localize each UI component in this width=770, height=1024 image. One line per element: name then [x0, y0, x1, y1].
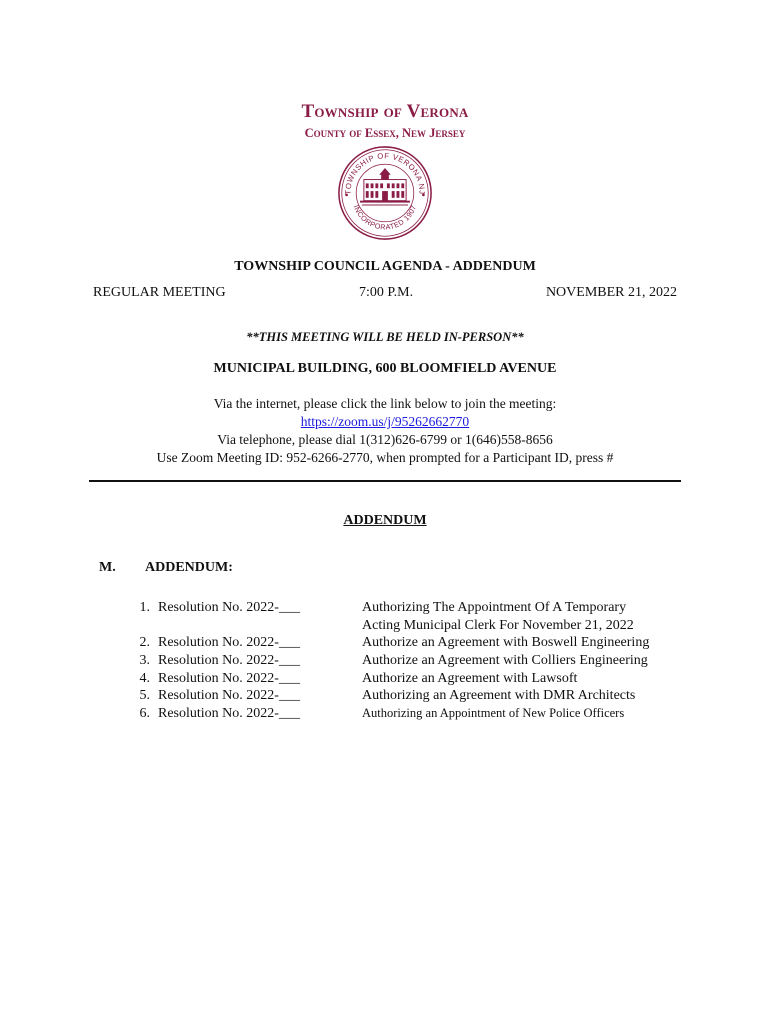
meeting-id-instructions: Use Zoom Meeting ID: 952-6266-2770, when prompted for a Participant ID, press #: [156, 450, 614, 465]
meeting-meta-row: [93, 285, 677, 303]
meeting-location: MUNICIPAL BUILDING, 600 BLOOMFIELD AVENUE: [213, 361, 557, 376]
internet-instructions: Via the internet, please click the link below to join the meeting:: [213, 396, 557, 411]
item-resolution: Resolution No. 2022-___: [158, 600, 300, 615]
item-description: Authorize an Agreement with Lawsoft: [362, 671, 578, 686]
meeting-date: NOVEMBER 21, 2022: [545, 285, 677, 300]
agenda-title: TOWNSHIP COUNCIL AGENDA - ADDENDUM: [234, 259, 536, 274]
item-resolution: Resolution No. 2022-___: [158, 635, 300, 650]
telephone-instructions: Via telephone, please dial 1(312)626-6799 or 1(646)558-8656: [217, 432, 553, 447]
item-number: 5.: [139, 688, 150, 703]
item-number: 4.: [139, 671, 150, 686]
item-resolution: Resolution No. 2022-___: [158, 653, 300, 668]
list-item: [0, 653, 770, 671]
list-item: [0, 671, 770, 689]
svg-text:TOWNSHIP OF VERONA NJ: TOWNSHIP OF VERONA NJ: [343, 151, 427, 195]
list-item: [0, 600, 770, 618]
item-number: 3.: [139, 653, 150, 668]
item-number: 1.: [139, 600, 150, 615]
section-divider: [89, 480, 681, 482]
township-seal-icon: [337, 145, 433, 241]
item-resolution: Resolution No. 2022-___: [158, 706, 300, 721]
item-description: Authorizing an Appointment of New Police Officers: [362, 706, 625, 720]
item-description-continued: Acting Municipal Clerk For November 21, 2022: [362, 618, 634, 633]
list-item: [0, 635, 770, 653]
item-description: Authorize an Agreement with Colliers Engineering: [362, 653, 648, 668]
org-title: Township of Verona: [301, 101, 469, 122]
item-resolution: Resolution No. 2022-___: [158, 688, 300, 703]
section-letter: M.: [99, 560, 116, 575]
section-title: ADDENDUM:: [145, 560, 233, 575]
zoom-link[interactable]: https://zoom.us/j/95262662770: [300, 414, 470, 429]
item-description: Authorize an Agreement with Boswell Engineering: [362, 635, 650, 650]
item-resolution: Resolution No. 2022-___: [158, 671, 300, 686]
addendum-heading: ADDENDUM: [343, 513, 427, 528]
meeting-time: 7:00 P.M.: [359, 285, 414, 300]
meeting-type: REGULAR MEETING: [93, 285, 226, 300]
zoom-link-line: [0, 414, 770, 430]
in-person-note: **THIS MEETING WILL BE HELD IN-PERSON**: [246, 330, 524, 344]
item-description: Authorizing The Appointment Of A Temporary: [362, 600, 627, 615]
item-description: Authorizing an Agreement with DMR Architects: [362, 688, 636, 703]
svg-text:INCORPORATED 1907: INCORPORATED 1907: [351, 203, 419, 232]
org-subtitle: County of Essex, New Jersey: [304, 126, 466, 140]
list-item: [0, 688, 770, 706]
list-item: [0, 706, 770, 724]
item-number: 2.: [139, 635, 150, 650]
item-number: 6.: [139, 706, 150, 721]
